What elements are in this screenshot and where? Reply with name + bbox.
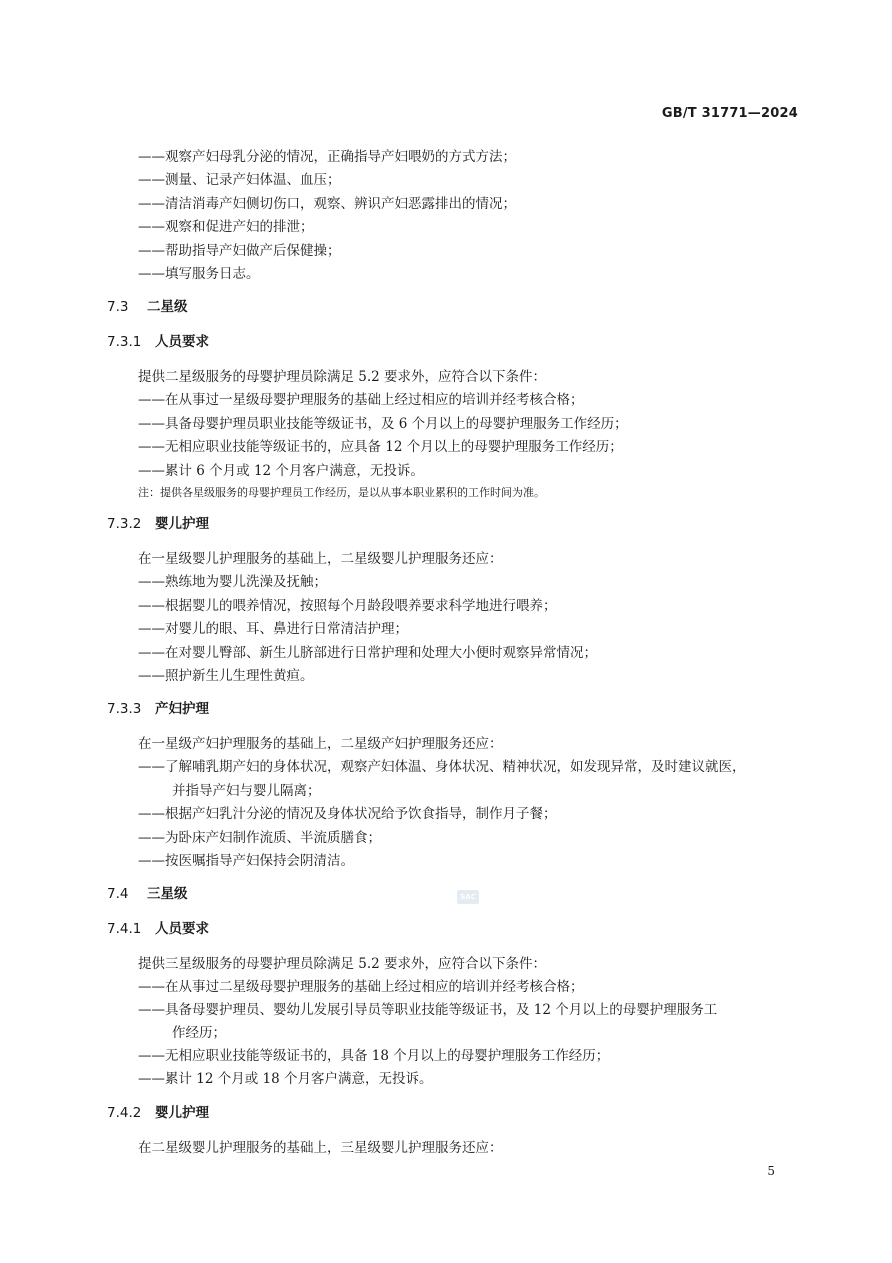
page-number: 5 <box>767 1164 775 1178</box>
section-number: 7.3.1 <box>107 334 142 350</box>
list-item: ——清洁消毒产妇侧切伤口，观察、辨识产妇恶露排出的情况； <box>138 196 516 212</box>
section-heading-7-3-3 <box>107 700 209 718</box>
list-item-continuation: 并指导产妇与婴儿隔离； <box>172 783 321 799</box>
list-item: ——根据婴儿的喂养情况，按照每个月龄段喂养要求科学地进行喂养； <box>138 598 557 614</box>
list-item: ——熟练地为婴儿洗澡及抚触； <box>138 574 327 590</box>
section-title: 人员要求 <box>155 921 209 937</box>
standard-number: GB/T 31771—2024 <box>661 106 798 121</box>
section-title: 三星级 <box>147 886 188 902</box>
section-title: 产妇护理 <box>155 701 209 717</box>
paragraph: 在一星级产妇护理服务的基础上，二星级产妇护理服务还应： <box>138 736 503 752</box>
section-number: 7.3.2 <box>107 516 142 532</box>
section-title: 二星级 <box>147 299 188 315</box>
list-item: ——在对婴儿臀部、新生儿脐部进行日常护理和处理大小便时观察异常情况； <box>138 645 597 661</box>
note: 注：提供各星级服务的母婴护理员工作经历，是以从事本职业累积的工作时间为准。 <box>138 486 545 499</box>
paragraph: 提供二星级服务的母婴护理员除满足 5.2 要求外，应符合以下条件： <box>138 369 547 385</box>
section-title: 婴儿护理 <box>155 516 209 532</box>
section-number: 7.3.3 <box>107 701 142 717</box>
list-item: ——无相应职业技能等级证书的，应具备 12 个月以上的母婴护理服务工作经历； <box>138 439 623 455</box>
list-item: ——在从事过一星级母婴护理服务的基础上经过相应的培训并经考核合格； <box>138 392 584 408</box>
list-item: ——观察产妇母乳分泌的情况，正确指导产妇喂奶的方式方法； <box>138 149 516 165</box>
list-item: ——无相应职业技能等级证书的，具备 18 个月以上的母婴护理服务工作经历； <box>138 1048 610 1064</box>
section-heading-7-4 <box>107 885 188 903</box>
section-number: 7.4.1 <box>107 921 142 937</box>
section-heading-7-4-2 <box>107 1104 209 1122</box>
section-heading-7-3-1 <box>107 333 209 351</box>
sac-watermark-logo: SAC <box>457 890 479 904</box>
section-heading-7-4-1 <box>107 920 209 938</box>
section-title: 人员要求 <box>155 334 209 350</box>
list-item: ——对婴儿的眼、耳、鼻进行日常清洁护理； <box>138 621 408 637</box>
section-heading-7-3-2 <box>107 515 209 533</box>
list-item: ——具备母婴护理员、婴幼儿发展引导员等职业技能等级证书，及 12 个月以上的母婴护理服务工 <box>138 1002 718 1018</box>
list-item: ——了解哺乳期产妇的身体状况，观察产妇体温、身体状况、精神状况，如发现异常，及时建议就医， <box>138 759 746 775</box>
list-item-continuation: 作经历； <box>172 1025 226 1041</box>
list-item: ——在从事过二星级母婴护理服务的基础上经过相应的培训并经考核合格； <box>138 979 584 995</box>
list-item: ——测量、记录产妇体温、血压； <box>138 172 341 188</box>
list-item: ——累计 12 个月或 18 个月客户满意，无投诉。 <box>138 1071 433 1087</box>
list-item: ——根据产妇乳汁分泌的情况及身体状况给予饮食指导，制作月子餐； <box>138 806 557 822</box>
paragraph: 在二星级婴儿护理服务的基础上，三星级婴儿护理服务还应： <box>138 1140 503 1156</box>
section-heading-7-3 <box>107 298 188 316</box>
list-item: ——填写服务日志。 <box>138 266 260 282</box>
paragraph: 在一星级婴儿护理服务的基础上，二星级婴儿护理服务还应： <box>138 551 503 567</box>
paragraph: 提供三星级服务的母婴护理员除满足 5.2 要求外，应符合以下条件： <box>138 956 547 972</box>
list-item: ——照护新生儿生理性黄疸。 <box>138 668 314 684</box>
section-number: 7.3 <box>107 299 129 315</box>
section-title: 婴儿护理 <box>155 1105 209 1121</box>
list-item: ——为卧床产妇制作流质、半流质膳食； <box>138 830 381 846</box>
section-number: 7.4 <box>107 886 129 902</box>
list-item: ——按医嘱指导产妇保持会阴清洁。 <box>138 853 354 869</box>
list-item: ——帮助指导产妇做产后保健操； <box>138 243 341 259</box>
list-item: ——具备母婴护理员职业技能等级证书，及 6 个月以上的母婴护理服务工作经历； <box>138 416 628 432</box>
list-item: ——累计 6 个月或 12 个月客户满意，无投诉。 <box>138 463 424 479</box>
section-number: 7.4.2 <box>107 1105 142 1121</box>
list-item: ——观察和促进产妇的排泄； <box>138 219 314 235</box>
